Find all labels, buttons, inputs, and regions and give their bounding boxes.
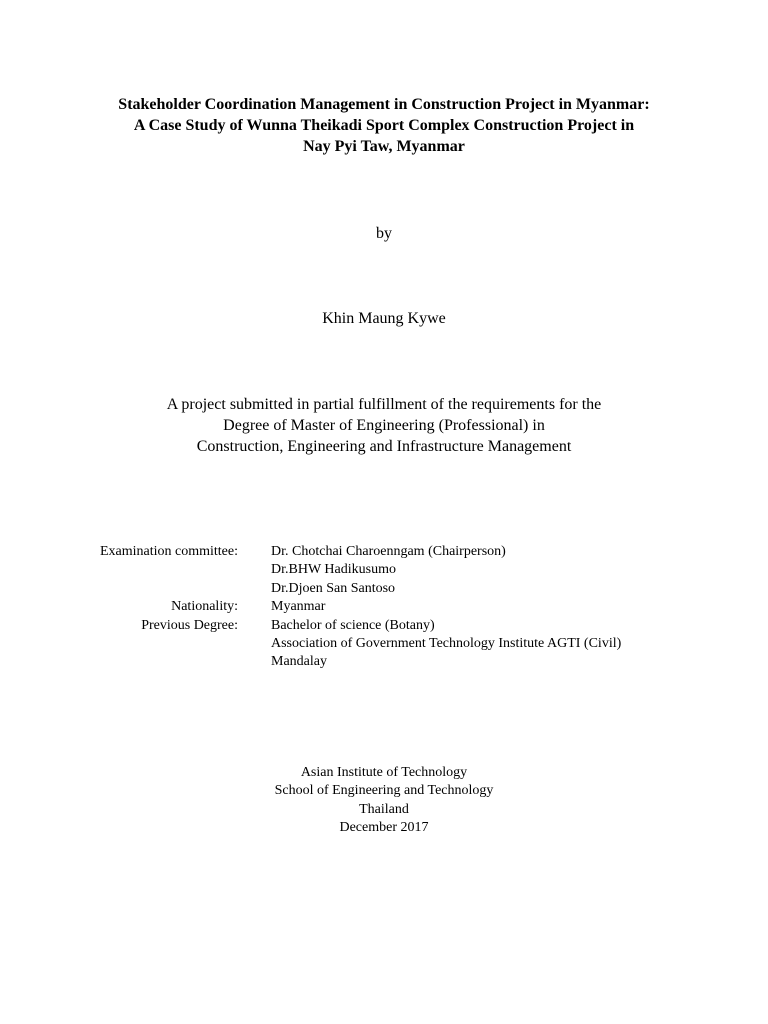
school-name: School of Engineering and Technology bbox=[274, 783, 494, 799]
row-label: Previous Degree: bbox=[141, 617, 238, 633]
committee-row bbox=[0, 561, 768, 579]
row-value: Dr. Chotchai Charoenngam (Chairperson) bbox=[271, 544, 506, 559]
by-label: by bbox=[376, 225, 392, 242]
row-value: Mandalay bbox=[271, 654, 327, 670]
row-value: Dr.Djoen San Santoso bbox=[271, 580, 396, 596]
row-label: Examination committee: bbox=[99, 544, 238, 559]
row-value: Myanmar bbox=[271, 599, 326, 615]
thesis-title bbox=[0, 94, 768, 157]
submission-line-3: Construction, Engineering and Infrastructure Management bbox=[196, 438, 572, 455]
previous-degree-row bbox=[0, 653, 768, 671]
submission-line-1: A project submitted in partial fulfillment of the requirements for the bbox=[166, 396, 602, 413]
submission-line-2: Degree of Master of Engineering (Professional) in bbox=[223, 417, 545, 434]
previous-degree-row bbox=[0, 617, 768, 635]
submission-statement bbox=[0, 394, 768, 457]
date: December 2017 bbox=[339, 820, 429, 836]
row-value: Association of Government Technology Institute AGTI (Civil) bbox=[271, 635, 622, 651]
nationality-row bbox=[0, 598, 768, 616]
country: Thailand bbox=[359, 801, 409, 817]
title-line-1: Stakeholder Coordination Management in Construction Project in Myanmar: bbox=[118, 96, 650, 113]
institution-block bbox=[0, 764, 768, 838]
author-name: Khin Maung Kywe bbox=[322, 310, 446, 327]
institution-name: Asian Institute of Technology bbox=[300, 765, 468, 780]
previous-degree-row bbox=[0, 635, 768, 653]
committee-details bbox=[0, 543, 768, 672]
title-line-3: Nay Pyi Taw, Myanmar bbox=[303, 138, 465, 155]
row-label: Nationality: bbox=[171, 599, 238, 615]
committee-row bbox=[0, 543, 768, 561]
row-value: Dr.BHW Hadikusumo bbox=[271, 562, 396, 578]
title-line-2: A Case Study of Wunna Theikadi Sport Complex Construction Project in bbox=[133, 117, 635, 134]
committee-row bbox=[0, 580, 768, 598]
row-value: Bachelor of science (Botany) bbox=[271, 617, 435, 633]
